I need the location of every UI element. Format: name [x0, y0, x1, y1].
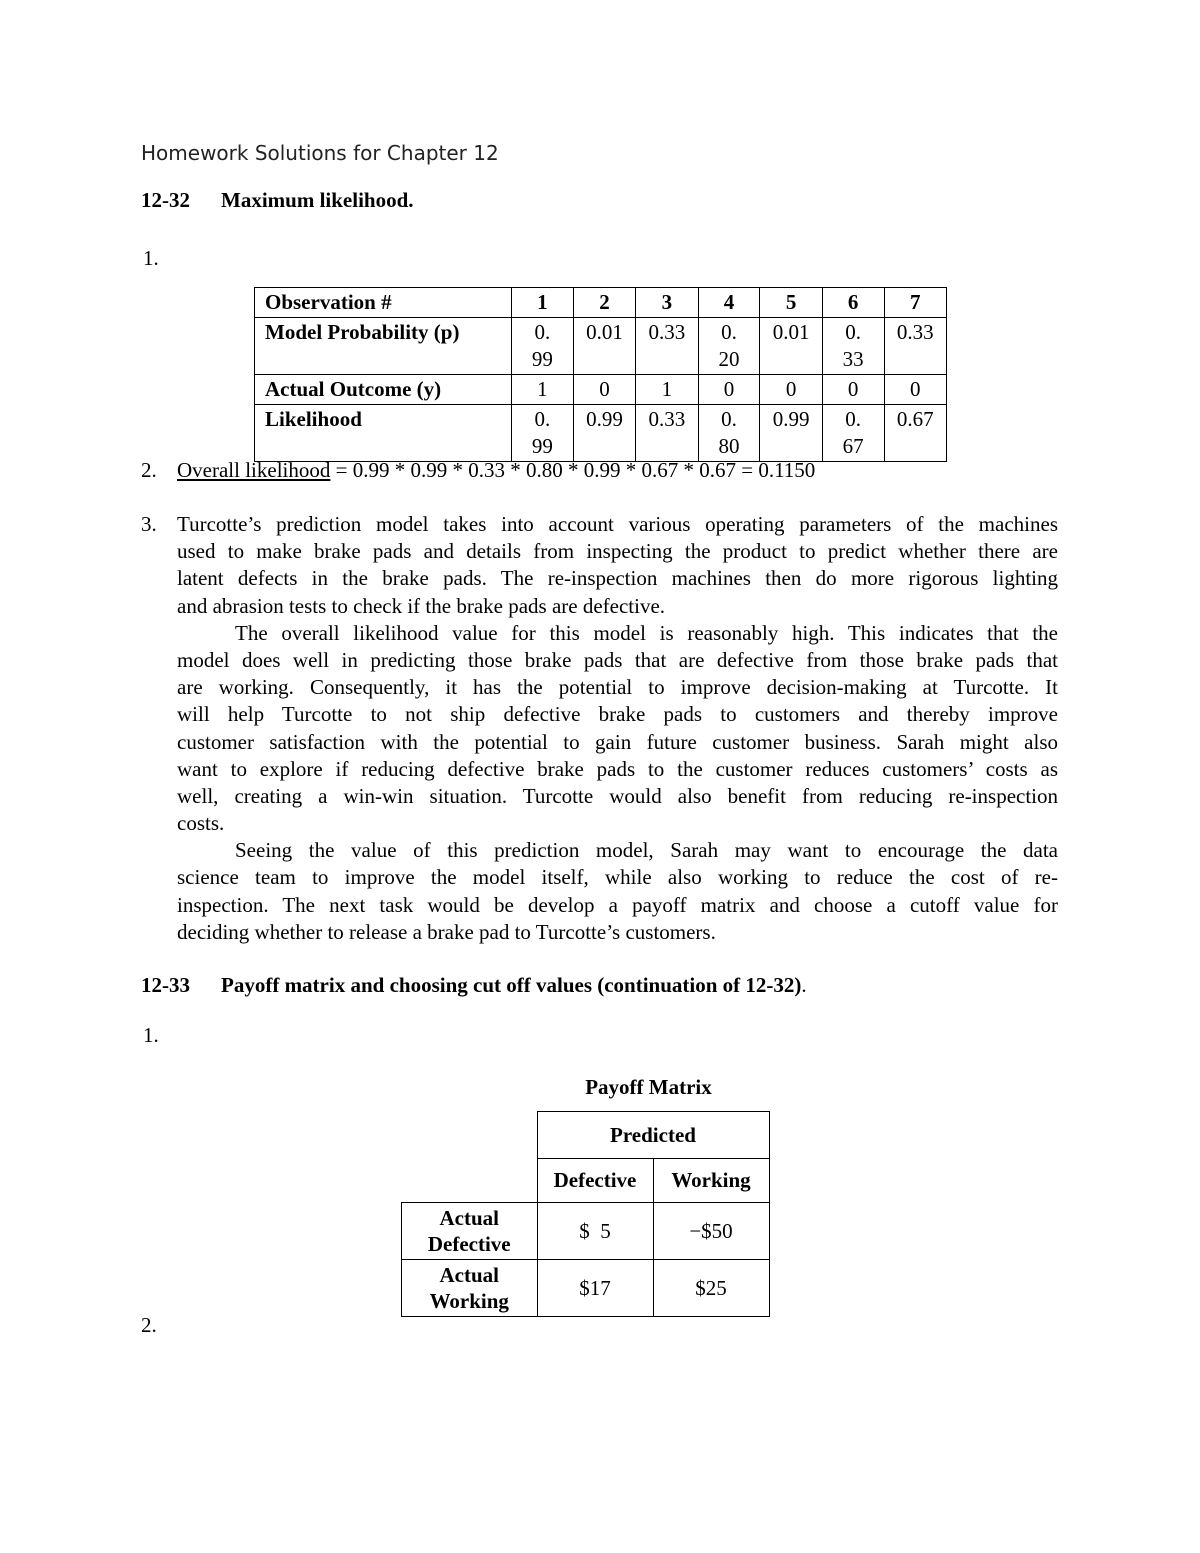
likelihood-table — [254, 287, 947, 462]
table-cell: 0.01 — [573, 318, 635, 375]
table-cell: 0.99 — [760, 405, 822, 462]
text-line: inspection. The next task would be develop a payoff matrix and choose a cutoff value for — [177, 892, 1058, 917]
section-title: Maximum likelihood. — [221, 188, 414, 212]
row-label-line: Actual — [439, 1206, 499, 1230]
cell-value: 0.80 — [718, 407, 740, 458]
table-cell — [512, 318, 574, 375]
overall-likelihood-term: Overall likelihood — [177, 458, 331, 482]
text-line: are working. Consequently, it has the potential to improve decision-making at Turcotte. It — [177, 675, 1058, 700]
table-cell: 6 — [822, 288, 884, 318]
table-cell: 7 — [884, 288, 946, 318]
table-cell: 0.33 — [636, 405, 698, 462]
row-label: Model Probability (p) — [255, 318, 512, 375]
row-label — [402, 1203, 538, 1260]
predicted-header: Predicted — [537, 1112, 769, 1159]
payoff-matrix-title: Payoff Matrix — [585, 1075, 712, 1099]
table-cell — [822, 318, 884, 375]
table-cell — [698, 405, 760, 462]
text-line: model does well in predicting those brake pads that are defective from those brake pads that — [177, 647, 1058, 672]
table-cell: 0.99 — [573, 405, 635, 462]
table-cell: 0.01 — [760, 318, 822, 375]
table-cell: 1 — [512, 288, 574, 318]
table-cell: 5 — [760, 288, 822, 318]
table-cell: −$50 — [653, 1203, 769, 1260]
empty-cell — [402, 1112, 538, 1159]
text-line: will help Turcotte to not ship defective brake pads to customers and thereby improve — [177, 702, 1058, 727]
overall-likelihood-formula: = 0.99 * 0.99 * 0.33 * 0.80 * 0.99 * 0.67 * 0.67 = 0.1150 — [330, 458, 816, 482]
row-label: Actual Outcome (y) — [255, 375, 512, 405]
section-number: 12-33 — [141, 973, 190, 997]
text-line: Turcotte’s prediction model takes into account various operating parameters of the machines — [177, 512, 1058, 536]
table-cell: 2 — [573, 288, 635, 318]
section-title: Payoff matrix and choosing cut off values (continuation of 12-32) — [221, 973, 802, 997]
item-number: 2. — [141, 1313, 157, 1337]
table-row — [255, 375, 947, 405]
cell-value: 0.99 — [531, 407, 553, 458]
row-label-line: Defective — [427, 1232, 511, 1256]
table-cell — [512, 405, 574, 462]
col-header-defective: Defective — [537, 1159, 653, 1203]
text-line: deciding whether to release a brake pad to Turcotte’s customers. — [177, 919, 716, 944]
table-row — [255, 405, 947, 462]
text-line: science team to improve the model itself, while also working to reduce the cost of re- — [177, 865, 1058, 890]
table-cell: 3 — [636, 288, 698, 318]
cell-value: 0.33 — [842, 320, 864, 371]
section-heading-12-32 — [141, 188, 414, 213]
cell-value: 0.20 — [718, 320, 740, 371]
row-label: Observation # — [255, 288, 512, 318]
table-cell: $17 — [537, 1260, 653, 1317]
text-line: Seeing the value of this prediction model, Sarah may want to encourage the data — [235, 838, 1058, 863]
text-line: well, creating a win-win situation. Turcotte would also benefit from reducing re-inspection — [177, 783, 1058, 808]
table-cell: 0 — [760, 375, 822, 405]
text-line: used to make brake pads and details from inspecting the product to predict whether there are — [177, 539, 1058, 564]
text-line: and abrasion tests to check if the brake pads are defective. — [177, 593, 666, 618]
table-cell: 0.67 — [884, 405, 946, 462]
col-header-working: Working — [653, 1159, 769, 1203]
text-line: The overall likelihood value for this model is reasonably high. This indicates that the — [235, 620, 1058, 645]
table-row — [402, 1260, 770, 1317]
table-cell: 0 — [573, 375, 635, 405]
item-number: 1. — [143, 246, 159, 270]
item-number: 1. — [143, 1023, 159, 1047]
table-cell — [698, 318, 760, 375]
table-cell: 0.33 — [636, 318, 698, 375]
table-row — [402, 1203, 770, 1260]
section-heading-12-33 — [141, 973, 807, 998]
row-label — [402, 1260, 538, 1317]
table-row — [402, 1159, 770, 1203]
row-label-line: Actual — [439, 1263, 499, 1287]
table-cell: 0 — [822, 375, 884, 405]
heading-period: . — [801, 973, 807, 997]
table-cell: $ 5 — [537, 1203, 653, 1260]
item-number: 2. — [141, 458, 157, 482]
text-line: costs. — [177, 811, 225, 836]
empty-cell — [402, 1159, 538, 1203]
overall-likelihood — [177, 458, 815, 483]
table-cell — [822, 405, 884, 462]
text-line: customer satisfaction with the potential to gain future customer business. Sarah might also — [177, 729, 1058, 754]
table-row — [402, 1112, 770, 1159]
cell-value: 0.67 — [842, 407, 864, 458]
row-label-line: Working — [429, 1289, 509, 1313]
payoff-matrix-table — [401, 1111, 770, 1317]
section-number: 12-32 — [141, 188, 190, 212]
table-row — [255, 318, 947, 375]
item3-paragraphs — [177, 511, 1058, 946]
text-line: latent defects in the brake pads. The re-inspection machines then do more rigorous lighting — [177, 566, 1058, 591]
item-number: 3. — [141, 512, 157, 536]
table-cell: 0.33 — [884, 318, 946, 375]
text-line: want to explore if reducing defective brake pads to the customer reduces customers’ costs as — [177, 756, 1058, 781]
document-title: Homework Solutions for Chapter 12 — [141, 141, 499, 165]
table-cell: $25 — [653, 1260, 769, 1317]
table-cell: 4 — [698, 288, 760, 318]
table-cell: 0 — [884, 375, 946, 405]
table-cell: 1 — [512, 375, 574, 405]
table-cell: 1 — [636, 375, 698, 405]
row-label: Likelihood — [255, 405, 512, 462]
cell-value: 0.99 — [531, 320, 553, 371]
table-row — [255, 288, 947, 318]
table-cell: 0 — [698, 375, 760, 405]
